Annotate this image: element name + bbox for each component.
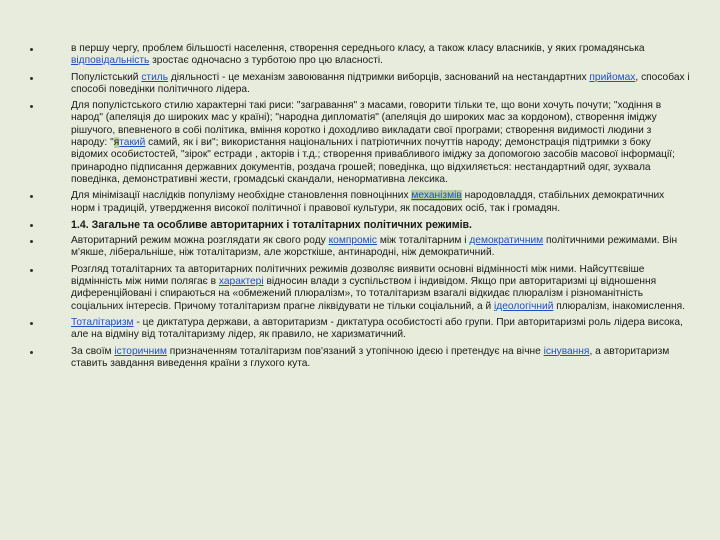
text-run: діяльності - це механізм завоювання підтримки виборців, заснований на нестандартних [168,71,590,83]
list-item [30,317,690,342]
inline-link[interactable]: ідеологічний [494,300,554,312]
text-run: призначенням тоталітаризм пов'язаний з утопічною ідеєю і претендує на вічне [166,345,544,357]
text-run: 1.4. Загальне та особливе авторитарних і тоталітарних політичних режимів. [71,218,472,231]
section-heading [30,219,690,231]
text-run: народовладдя, стабільних демократичних норм і традицій, утвердження високої політичної і правової культури, як посадових осіб, так і громадян. [71,190,665,214]
text-run: плюралізм, інакомислення. [553,300,685,312]
text-run: політичними режимами. Він м'якше, ліберальніше, ніж тоталітаризм, але жорсткіше, антинародні, ніж демократичний. [71,235,678,259]
list-item [30,190,690,215]
highlighted-text: я [113,137,120,149]
bullet-icon [30,322,33,325]
inline-link[interactable]: Тоталітаризм [71,316,134,328]
inline-link[interactable]: існування [543,345,590,357]
text-run: , способах і способі поведінки політичного лідера. [71,71,690,95]
text-run: Для мінімізації наслідків популізму необхідне становлення повноцінних [71,190,412,202]
text-run: За своїм [71,345,115,357]
text-run: самий, як і ви"; використання національних і патріотичних почуттів народу; демонстрація підтримки з боку відомих особистостей, "зірок" естради , акторів і т.д.; створення привабливого іміджу за допомогою засобів масової інформації; принародно підписання державних документів, роздача грошей; поведінка, що відхиляється: нестандартний одяг, зухвала поведінка, демонстративні жести, громадські скандали, ненормативна лексика. [71,137,675,185]
text-run: в першу чергу, проблем більшості населення, створення середнього класу, а також класу власників, у яких громадянська [71,43,645,54]
inline-link[interactable]: компроміс [328,235,378,247]
list-item [30,264,690,313]
bullet-icon [30,48,33,51]
bullet-icon [30,105,33,108]
inline-link[interactable]: відповідальність [71,55,150,67]
list-item [30,43,690,68]
list-item [30,72,690,97]
text-run: Для популістського стилю характерні такі риси: "загравання" з масами, говорити тільки те, що вони хочуть почути; "ходіння в народ" (апеляція до широких мас у країні); "народна дипломатія" (апеляція до широких мас за кордоном), створення іміджу рішучого, впевненого в собі політика, вміння коротко і доходливо викладати свої програми; створення видимості людини з народу: " [71,100,662,149]
text-run: Популістський [71,71,142,83]
inline-link[interactable]: такий [119,137,146,149]
list-item [30,100,690,186]
inline-link[interactable]: характері [218,276,264,288]
list-item [30,235,690,260]
text-run: зростає одночасно з турботою про цю власності. [149,55,384,67]
bullet-icon [30,269,33,272]
text-run: Розгляд тоталітарних та авторитарних політичних режимів дозволяє виявити основні відмінності між ними. Найсуттєвіше відмінність між ними полягає в [71,263,645,288]
bullet-list [30,43,690,370]
list-item [30,346,690,371]
bullet-icon [30,195,33,198]
bullet-icon [30,240,33,243]
bullet-icon [30,351,33,354]
bullet-icon [30,224,33,227]
text-run: , а авторитаризм ставить завдання виведення країни з глухого кута. [71,345,670,369]
inline-link[interactable]: демократичним [469,235,544,247]
inline-link[interactable]: прийомах [589,71,636,83]
text-run: між тоталітарним і [377,235,470,247]
inline-link[interactable]: історичним [114,345,167,357]
bullet-icon [30,77,33,80]
inline-link[interactable]: механізмів [411,190,462,202]
inline-link[interactable]: стиль [141,71,169,83]
text-run: Авторитарний режим можна розглядати як свого роду [71,235,329,247]
text-run: - це диктатура держави, а авторитаризм - диктатура особистості або групи. При авторитаризмі роль лідера висока, але на відміну від тоталітаризму лідер, як правило, не харизматичний. [71,316,683,341]
text-run: відносин влади з суспільством і індивідом. Якщо при авторитаризмі ці відношення диференційовані і спираються на «обмежений плюралізм», то тоталітаризм взагалі відкидає плюралізм і різноманітність соціальних інтересів. Причому тоталітаризм прагне ліквідувати не тільки соціальний, а й [71,276,657,312]
